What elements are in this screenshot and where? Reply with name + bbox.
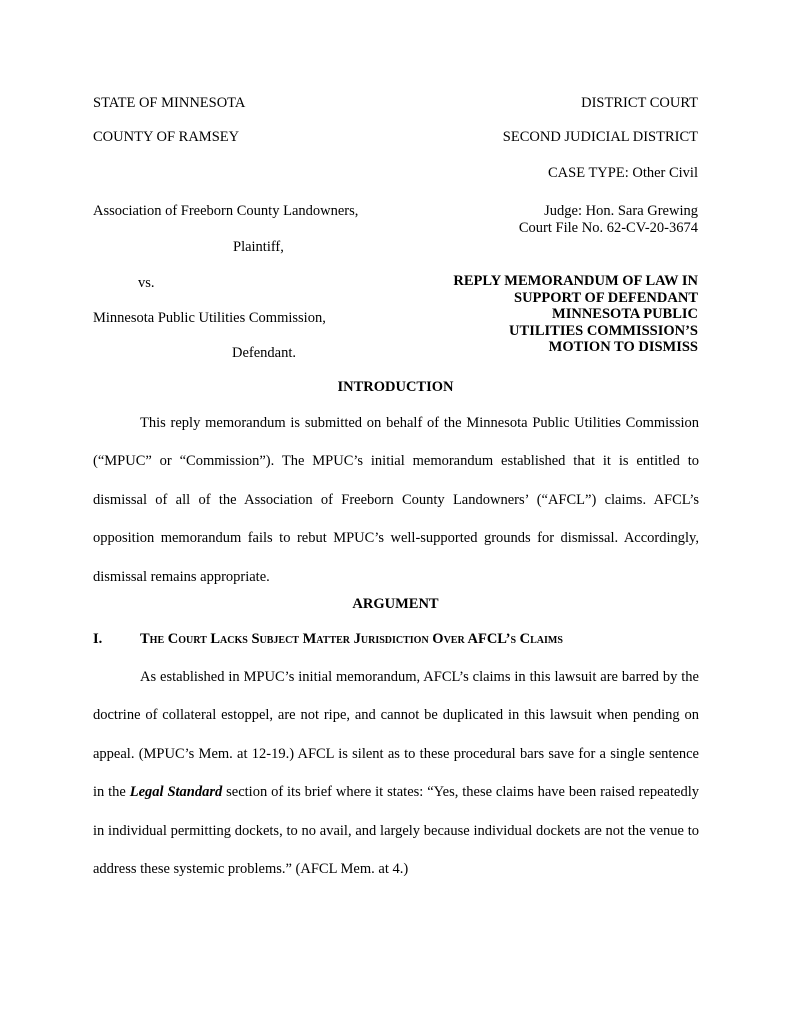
section-heading bbox=[93, 631, 563, 648]
document-title-line: REPLY MEMORANDUM OF LAW IN bbox=[453, 273, 698, 289]
introduction-text: This reply memorandum is submitted on behalf of the Minnesota Public Utilities Commission (“MPUC” or “Commission”). The MPUC’s initial memorandum established that it is entitled to dismissal of all of the Association of Freeborn County Landowners’ (“AFCL”) claims. AFCL’s opposition memorandum fails to rebut MPUC’s well-supported grounds for dismissal. Accordingly, dismissal remains appropriate. bbox=[93, 415, 699, 585]
county-label: COUNTY OF RAMSEY bbox=[93, 129, 240, 145]
plaintiff-role: Plaintiff, bbox=[233, 239, 284, 255]
introduction-paragraph bbox=[93, 404, 699, 596]
document-title-line: MINNESOTA PUBLIC bbox=[552, 306, 698, 322]
defendant-name: Minnesota Public Utilities Commission, bbox=[93, 310, 326, 326]
introduction-heading: INTRODUCTION bbox=[337, 379, 454, 395]
state-label: STATE OF MINNESOTA bbox=[93, 95, 246, 111]
defendant-role: Defendant. bbox=[232, 345, 297, 361]
argument-paragraph bbox=[93, 658, 699, 888]
argument-heading: ARGUMENT bbox=[352, 596, 439, 612]
section-number: I. bbox=[93, 631, 103, 647]
judge-label: Judge: Hon. Sara Grewing bbox=[544, 203, 698, 219]
case-type-label: CASE TYPE: Other Civil bbox=[548, 165, 698, 181]
court-file-label: Court File No. 62-CV-20-3674 bbox=[518, 220, 698, 236]
section-title: The Court Lacks Subject Matter Jurisdiction Over AFCL’s Claims bbox=[140, 631, 563, 647]
argument-text-before: As established in MPUC’s initial memorandum, AFCL’s claims in this lawsuit are barred by the doctrine of collateral estoppel, are not ripe, and cannot be duplicated in this lawsuit when pending on appeal. (MPUC’s Mem. at 12-19.) AFCL is silent as to these procedural bars save for a single sentence in the bbox=[93, 669, 699, 801]
plaintiff-name: Association of Freeborn County Landowners, bbox=[93, 203, 359, 219]
court-label: DISTRICT COURT bbox=[581, 95, 698, 111]
district-label: SECOND JUDICIAL DISTRICT bbox=[502, 129, 698, 145]
versus-label: vs. bbox=[138, 275, 155, 291]
document-title-line: MOTION TO DISMISS bbox=[548, 339, 698, 355]
document-title-line: UTILITIES COMMISSION’S bbox=[509, 322, 698, 339]
legal-standard-italic: Legal Standard bbox=[129, 784, 223, 801]
document-title bbox=[396, 273, 698, 356]
argument-text-after: section of its brief where it states: “Yes, these claims have been raised repeatedly in individual permitting dockets, to no avail, and largely because individual dockets are not the venue to address these systemic problems.” (AFCL Mem. at 4.) bbox=[93, 784, 699, 878]
document-title-line: SUPPORT OF DEFENDANT bbox=[514, 289, 698, 306]
